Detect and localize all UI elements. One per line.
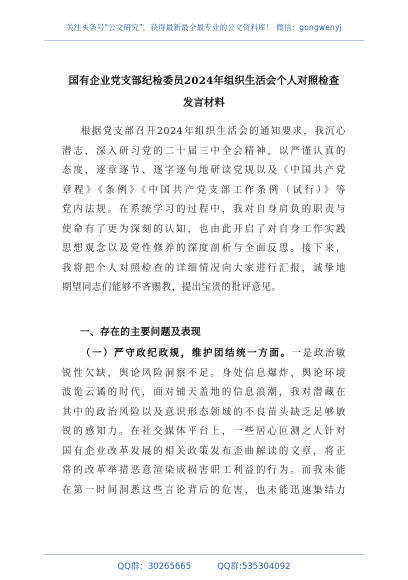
intro-line: 章程》《条例》《中国共产党支部工作条例（试行）》等 (62, 184, 346, 196)
document-title-line2: 发言材料 (183, 97, 225, 109)
subsection-line: 锐的感知力。在社交媒体平台上，一些居心叵测之人针对 (62, 426, 346, 437)
intro-line: 根据党支部召开2024年组织生活会的通知要求，我沉心 (81, 126, 346, 137)
subsection-line: 国有企业改革发展的相关政策发布歪曲解读的文章，将正 (62, 445, 346, 457)
intro-line: 潜志，深入研习党的二十届三中全会精神，以严谨认真的 (62, 145, 346, 157)
intro-line: 期望同志们能够不吝赐教，提出宝贵的批评意见。 (62, 282, 282, 293)
subsection-line: 锐性欠缺，舆论风险洞察不足。身处信息爆炸、舆论环境 (62, 367, 346, 379)
intro-line: 我将把个人对照检查的详细情况向大家进行汇报，诚挚地 (62, 262, 346, 274)
subsection-line: 在第一时间洞悉这些言论背后的危害，也未能迅速集结力 (62, 484, 346, 496)
intro-paragraph (62, 122, 346, 298)
footer-qq-group-2: QQ群:535304092 (217, 562, 291, 572)
intro-line: 党内法规。在系统学习的过程中，我对自身肩负的职责与 (62, 204, 346, 215)
document-title-line1: 国有企业党支部纪检委员2024年组织生活会个人对照检查 (68, 75, 340, 87)
footer-qq-group-1: QQ群：30265665 (117, 562, 192, 572)
subsection-first-line (62, 344, 346, 364)
subsection-paragraph (62, 344, 346, 500)
header-banner: 关注头条号"公文研究"，获得最新最全最专业的公文资料库！ 微信：gongwenyj (66, 23, 342, 32)
subsection-line: 其中的政治风险以及意识形态领域的不良苗头缺乏足够敏 (62, 406, 346, 418)
section-heading: 一、存在的主要问题及表现 (80, 327, 202, 338)
footer-contacts (0, 560, 408, 572)
header-divider (44, 40, 364, 41)
intro-line: 使命有了更为深刻的认知，也由此开启了对自身工作实践 (62, 223, 346, 235)
subsection-line: 常的改革举措恶意渲染成损害职工利益的行为。而我未能 (62, 465, 346, 476)
footer-divider (44, 554, 364, 555)
subsection-line: 波诡云谲的时代，面对铺天盖地的信息浪潮，我对潜藏在 (62, 387, 346, 398)
subsection-first-text: 一是政治敏 (291, 348, 346, 359)
subsection-heading: （一）严守政纪政规，维护团结统一方面。 (81, 348, 292, 359)
intro-line: 思想观念以及党性修养的深度剖析与全面反思。接下来， (62, 243, 346, 254)
intro-line: 态度，逐章逐节、逐字逐句地研读党规以及《中国共产党 (62, 165, 346, 176)
